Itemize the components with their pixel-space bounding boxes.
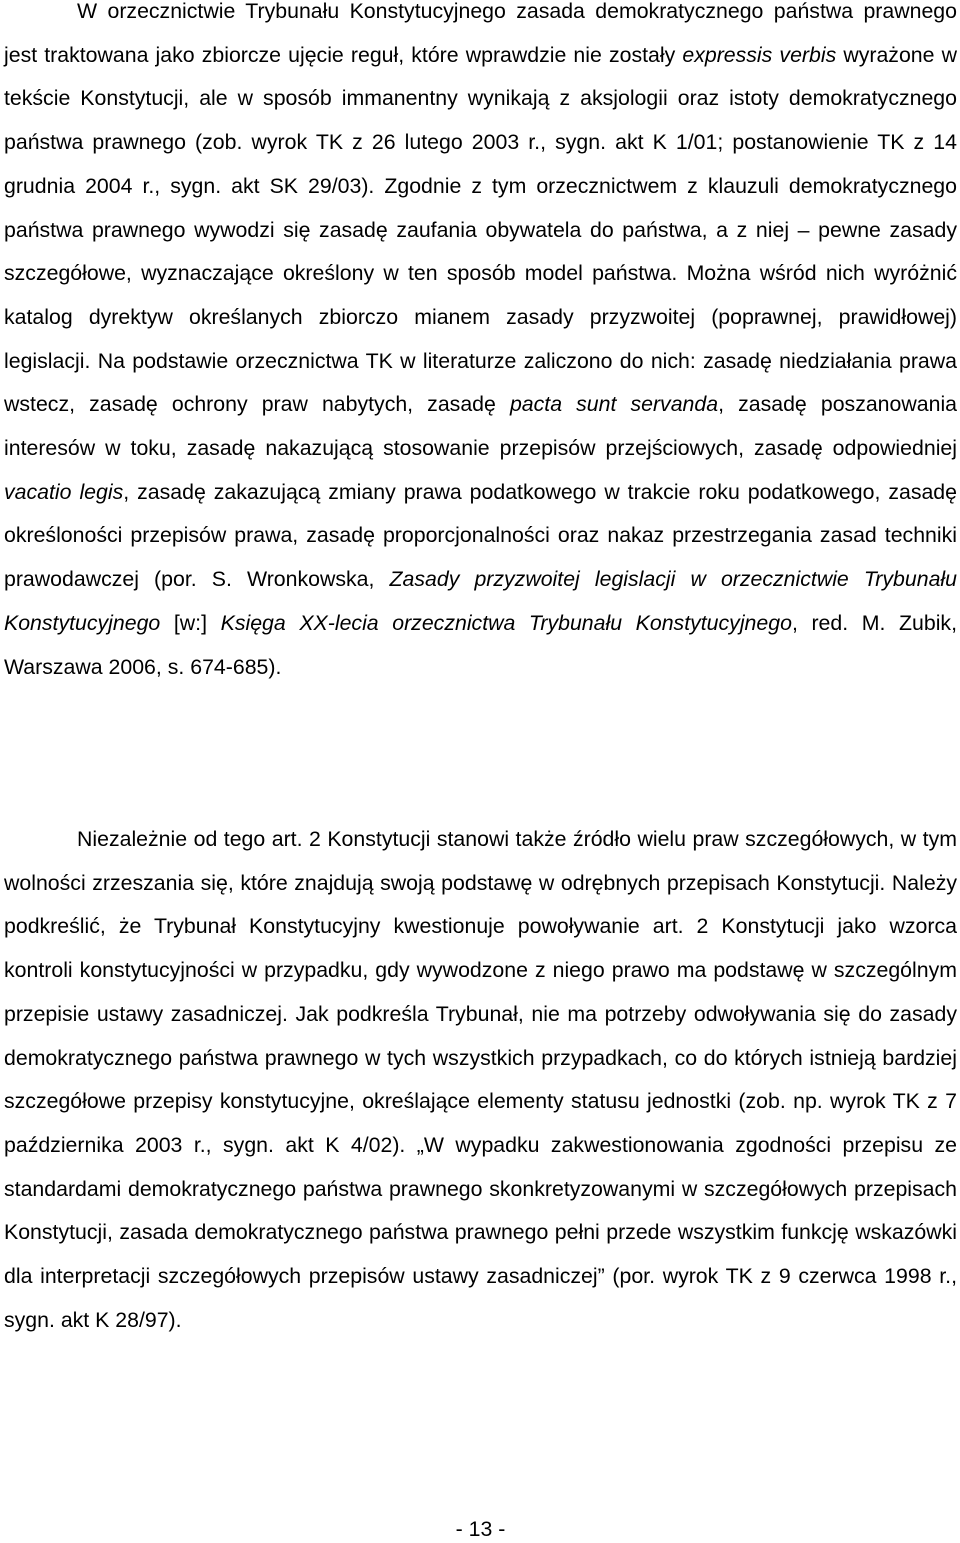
paragraph-1-text-6: , red. M. Zubik, Warszawa 2006, s. 674-685). [4,610,958,679]
paragraph-1-text-3: , zasadę poszanowania interesów w toku, zasadę nakazującą stosowanie przepisów przejściowych, zasadę odpowiedniej [4,392,958,461]
paragraph-1-italic-vacatio-legis: vacatio legis [4,479,124,504]
paragraph-1-text-2: wyrażone w tekście Konstytucji, ale w sposób immanentny wynikają z aksjologii oraz istoty demokratycznego państwa prawnego (zob. wyrok TK z 26 lutego 2003 r., sygn. akt K 1/01; postanowienie TK z 14 grudnia 2004 r., sygn. akt SK 29/03). Zgodnie z tym orzecznictwem z klauzuli demokratycznego państwa prawnego wywodzi się zasadę zaufania obywatela do państwa, a z niej – pewne zasady szczegółowe, wyznaczające określony w ten sposób model państwa. Można wśród nich wyróżnić katalog dyrektyw określanych zbiorczo mianem zasady przyzwoitej (poprawnej, prawidłowej) legislacji. Na podstawie orzecznictwa TK w literaturze zaliczono do nich: zasadę niedziałania prawa wstecz, zasadę ochrony praw nabytych, zasadę [4,42,957,417]
document-page [4,0,957,1543]
paragraph-2-text: Niezależnie od tego art. 2 Konstytucji stanowi także źródło wielu praw szczegółowych, w tym wolności zrzeszania się, które znajdują swoją podstawę w odrębnych przepisach Konstytucji. Należy podkreślić, że Trybunał Konstytucyjny kwestionuje powoływanie art. 2 Konstytucji jako wzorca kontroli konstytucyjności w przypadku, gdy wywodzone z niego prawo ma podstawę w szczególnym przepisie ustawy zasadniczej. Jak podkreśla Trybunał, nie ma potrzeby odwoływania się do zasady demokratycznego państwa prawnego w tych wszystkich przypadkach, co do których istnieją bardziej szczegółowe przepisy konstytucyjne, określające elementy statusu jednostki (zob. np. wyrok TK z 7 października 2003 r., sygn. akt K 4/02). „W wypadku zakwestionowania zgodności przepisu ze standardami demokratycznego państwa prawnego skonkretyzowanymi w szczegółowych przepisach Konstytucji, zasada demokratycznego państwa prawnego pełni przede wszystkim funkcję wskazówki dla interpretacji szczegółowych przepisów ustawy zasadniczej” (por. wyrok TK z 9 czerwca 1998 r., sygn. akt K 28/97). [4,827,957,1332]
paragraph-1-italic-book-title: Księga XX-lecia orzecznictwa Trybunału Konstytucyjnego [220,610,792,635]
paragraph-1-italic-citation-title: Zasady przyzwoitej legislacji w orzecznictwie Trybunału Konstytucyjnego [4,567,957,635]
paragraph-1-text-5: [w:] [160,610,221,635]
paragraph-2 [4,818,957,1342]
paragraph-1-italic-expressis-verbis: expressis verbis [682,42,837,67]
paragraph-1-italic-pacta-sunt-servanda: pacta sunt servanda [509,392,719,417]
paragraph-1 [4,0,957,689]
page-number: - 13 - [455,1517,506,1541]
paragraph-1-text-4: , zasadę zakazującą zmiany prawa podatkowego w trakcie roku podatkowego, zasadę określoności przepisów prawa, zasadę proporcjonalności oraz nakaz przestrzegania zasad techniki prawodawczej (por. S. Wronkowska, [4,479,958,592]
paragraph-1-text-1: W orzecznictwie Trybunału Konstytucyjnego zasada demokratycznego państwa prawnego jest traktowana jako zbiorcze ujęcie reguł, które wprawdzie nie zostały [4,0,957,67]
